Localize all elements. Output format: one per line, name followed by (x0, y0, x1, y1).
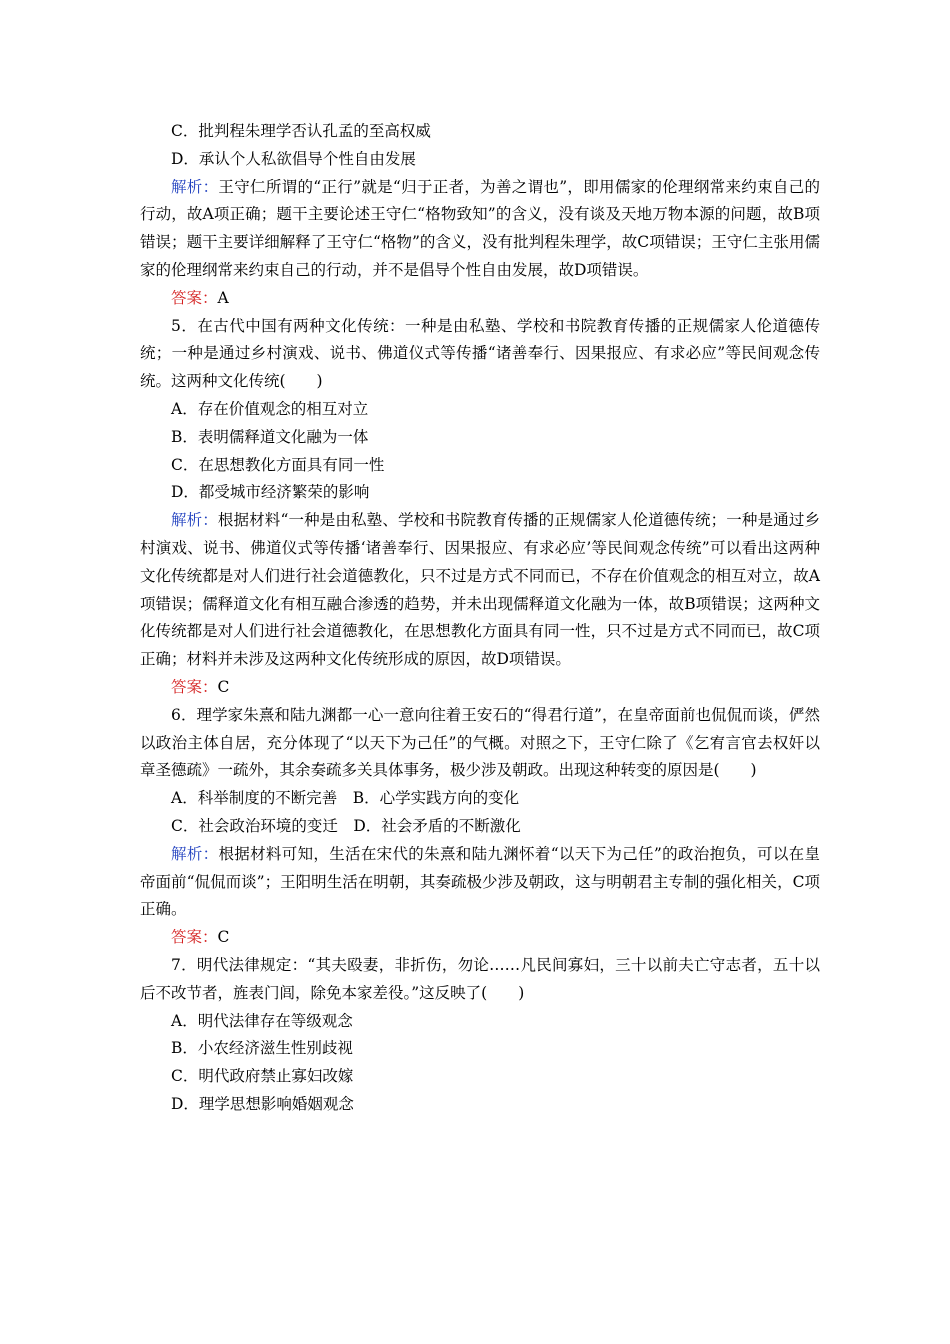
option-q7-b: B．小农经济滋生性别歧视 (171, 1039, 353, 1058)
question-5-stem: 5．在古代中国有两种文化传统：一种是由私塾、学校和书院教育传播的正规儒家人伦道德传统；一种是通过乡村演戏、说书、佛道仪式等传播“诸善奉行、因果报应、有求必应”等民间观念传统。这两种文化传统( ) (140, 316, 820, 391)
answer-value: C (217, 677, 230, 696)
analysis-q6 (140, 841, 820, 924)
analysis-label: 解析： (171, 844, 219, 863)
answer-label: 答案： (171, 288, 218, 307)
analysis-text: 王守仁所谓的“正行”就是“归于正者，为善之谓也”，即用儒家的伦理纲常来约束自己的行动，故A项正确；题干主要论述王守仁“格物致知”的含义，没有谈及天地万物本源的问题，故B项错误；题干主要详细解释了王守仁“格物”的含义，没有批判程朱理学，故C项错误；王守仁主张用儒家的伦理纲常来约束自己的行动，并不是倡导个性自由发展，故D项错误。 (140, 177, 820, 279)
answer-value: A (217, 288, 229, 307)
analysis-text: 根据材料可知，生活在宋代的朱熹和陆九渊怀着“以天下为己任”的政治抱负，可以在皇帝面前“侃侃而谈”；王阳明生活在明朝，其奏疏极少涉及朝政，这与明朝君主专制的强化相关，C项正确。 (140, 844, 820, 919)
answer-q4 (140, 285, 820, 313)
answer-value: C (217, 928, 230, 947)
analysis-label: 解析： (171, 511, 218, 530)
analysis-text: 根据材料“一种是由私塾、学校和书院教育传播的正规儒家人伦道德传统；一种是通过乡村演戏、说书、佛道仪式等传播‘诸善奉行、因果报应、有求必应’等民间观念传统”可以看出这两种文化传统都是对人们进行社会道德教化，只不过是方式不同而已，不存在价值观念的相互对立，故A项错误；儒释道文化有相互融合渗透的趋势，并未出现儒释道文化融为一体，故B项错误；这两种文化传统都是对人们进行社会道德教化，在思想教化方面具有同一性，只不过是方式不同而已，故C项正确；材料并未涉及这两种文化传统形成的原因，故D项错误。 (140, 511, 820, 669)
analysis-label: 解析： (171, 177, 219, 196)
option-q6-ab: A．科举制度的不断完善 B．心学实践方向的变化 (171, 789, 520, 808)
question-7-stem: 7．明代法律规定：“其夫殴妻，非折伤，勿论……凡民间寡妇，三十以前夫亡守志者，五十以后不改节者，旌表门闾，除免本家差役。”这反映了( ) (140, 955, 820, 1002)
option-q5-b: B．表明儒释道文化融为一体 (171, 427, 369, 446)
document-body (140, 118, 820, 1119)
answer-q5 (140, 674, 820, 702)
option-q4-c: C．批判程朱理学否认孔孟的至高权威 (171, 122, 431, 140)
option-q5-d: D．都受城市经济繁荣的影响 (171, 483, 370, 502)
answer-label: 答案： (171, 928, 218, 947)
analysis-q4 (140, 174, 820, 285)
option-q4-d: D．承认个人私欲倡导个性自由发展 (171, 149, 416, 168)
answer-label: 答案： (171, 677, 218, 696)
option-q7-c: C．明代政府禁止寡妇改嫁 (171, 1067, 354, 1086)
option-q5-c: C．在思想教化方面具有同一性 (171, 455, 385, 474)
option-q7-a: A．明代法律存在等级观念 (171, 1011, 353, 1030)
option-q7-d: D．理学思想影响婚姻观念 (171, 1094, 354, 1113)
answer-q6 (140, 924, 820, 952)
question-6-stem: 6．理学家朱熹和陆九渊都一心一意向往着王安石的“得君行道”，在皇帝面前也侃侃而谈，俨然以政治主体自居，充分体现了“以天下为己任”的气概。对照之下，王守仁除了《乞宥言官去权奸以章圣德疏》一疏外，其余奏疏多关具体事务，极少涉及朝政。出现这种转变的原因是( ) (140, 705, 820, 780)
option-q5-a: A．存在价值观念的相互对立 (171, 399, 369, 418)
option-q6-cd: C．社会政治环境的变迁 D．社会矛盾的不断激化 (171, 816, 521, 835)
analysis-q5 (140, 507, 820, 674)
